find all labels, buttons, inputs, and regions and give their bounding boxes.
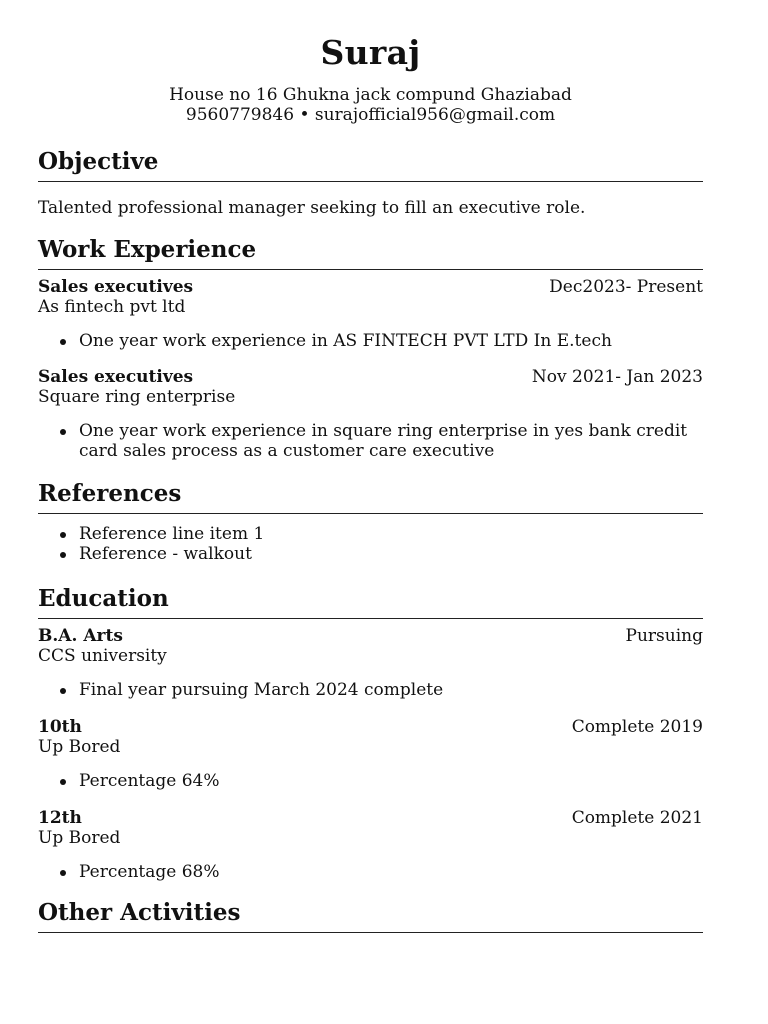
work-role: Sales executives [38, 277, 194, 297]
education-degree: 10th [38, 717, 82, 737]
education-bullet: Percentage 68% [79, 862, 703, 882]
education-status: Complete 2021 [571, 808, 703, 828]
contact-line: 9560779846 • surajofficial956@gmail.com [185, 105, 556, 125]
education-institution: Up Bored [38, 828, 121, 848]
education-bullets [38, 862, 703, 882]
work-experience-section [38, 235, 703, 461]
education-section [38, 584, 703, 882]
education-bullets [38, 680, 703, 700]
education-degree: B.A. Arts [38, 626, 123, 646]
references-section [38, 479, 703, 564]
education-bullet: Percentage 64% [79, 771, 703, 791]
education-institution: Up Bored [38, 737, 121, 757]
work-bullet: One year work experience in AS FINTECH PVT LTD In E.tech [79, 331, 703, 351]
address-line: House no 16 Ghukna jack compund Ghaziabad [169, 85, 572, 105]
reference-item: Reference - walkout [79, 544, 703, 564]
education-entry [38, 626, 703, 700]
other-activities-heading: Other Activities [38, 898, 703, 933]
resume-header [38, 0, 703, 125]
education-entry-head [38, 717, 703, 737]
candidate-name: Suraj [320, 33, 421, 72]
education-bullets [38, 771, 703, 791]
education-entry [38, 808, 703, 882]
work-company: Square ring enterprise [38, 387, 236, 407]
education-status: Complete 2019 [571, 717, 703, 737]
work-date: Nov 2021- Jan 2023 [531, 367, 703, 387]
work-bullets [38, 331, 703, 351]
work-date: Dec2023- Present [549, 277, 703, 297]
work-entry-head [38, 367, 703, 387]
education-institution: CCS university [38, 646, 167, 666]
work-company: As fintech pvt ltd [38, 297, 186, 317]
education-degree: 12th [38, 808, 82, 828]
reference-item: Reference line item 1 [79, 524, 703, 544]
education-heading: Education [38, 584, 703, 619]
work-bullet: One year work experience in square ring enterprise in yes bank credit card sales process as a customer care executive [79, 421, 703, 461]
work-entry [38, 277, 703, 351]
education-entry [38, 717, 703, 791]
work-entry-head [38, 277, 703, 297]
references-heading: References [38, 479, 703, 514]
other-activities-section [38, 898, 703, 933]
objective-text: Talented professional manager seeking to fill an executive role. [38, 198, 586, 218]
work-experience-heading: Work Experience [38, 235, 703, 270]
education-entry-head [38, 626, 703, 646]
work-bullets [38, 421, 703, 461]
education-status: Pursuing [625, 626, 703, 646]
objective-section [38, 147, 703, 218]
work-entry [38, 367, 703, 461]
work-role: Sales executives [38, 367, 194, 387]
education-bullet: Final year pursuing March 2024 complete [79, 680, 703, 700]
objective-heading: Objective [38, 147, 703, 182]
reference-list [38, 524, 703, 564]
education-entry-head [38, 808, 703, 828]
